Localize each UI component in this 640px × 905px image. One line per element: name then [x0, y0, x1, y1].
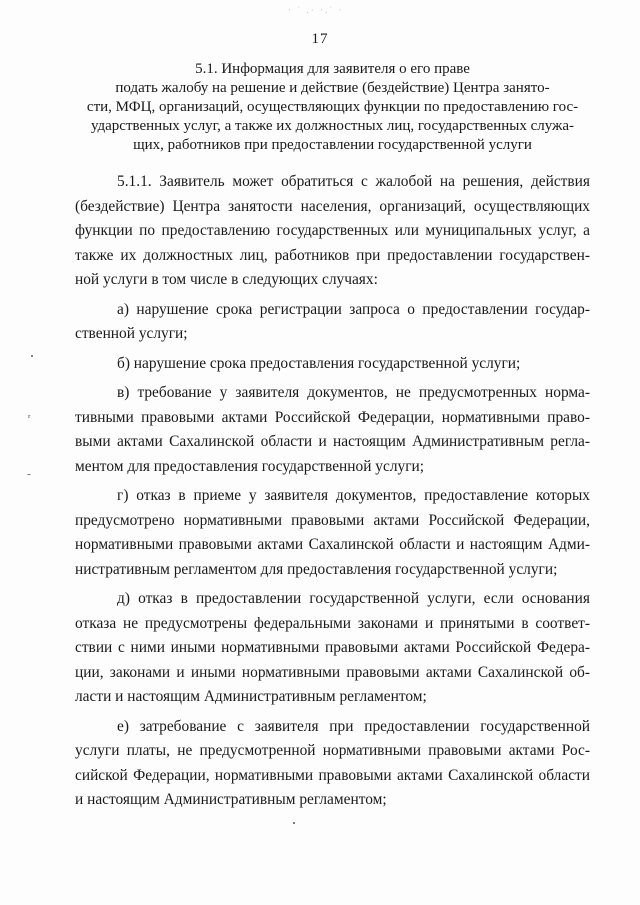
section-title-line: подать жалобу на решение и действие (бездействие) Центра занято-: [115, 80, 550, 96]
section-title-line: 5.1. Информация для заявителя о его праве: [195, 61, 470, 77]
paragraph-item-v: [75, 381, 590, 479]
scan-dot-mark: [31, 355, 33, 357]
paragraph-item-e: [75, 715, 590, 813]
section-title-line: ударственных услуг, а также их должностных лиц, государственных служа-: [90, 118, 575, 134]
text-line: выми актами Сахалинской области и настоящим Административным регла-: [75, 433, 590, 450]
text-line: нистративным регламентом для предоставления государственной услуги;: [75, 560, 558, 578]
section-title-line: сти, МФЦ, организаций, осуществляющих функции по предоставлению гос-: [86, 99, 579, 115]
paragraph-item-d: [75, 587, 590, 710]
text-line: е) затребование с заявителя при предоставлении государственной: [117, 717, 590, 735]
paragraph-item-g: [75, 484, 590, 582]
text-line: функции по предоставлению государственных или муниципальных услуг, а: [75, 222, 590, 239]
text-line: ной услуги в том числе в следующих случаях:: [75, 271, 378, 288]
section-title-line: щих, работников при предоставлении государственной услуги: [133, 137, 532, 153]
text-line: ствии с ними иными нормативными правовыми актами Российской Федера-: [75, 639, 590, 656]
page-number: 17: [311, 31, 329, 47]
text-line: ственной услуги;: [75, 325, 188, 342]
text-line: и настоящим Административным регламентом;: [75, 791, 387, 808]
text-line: г) отказ в приеме у заявителя документов, предоставление которых: [117, 487, 590, 504]
text-line: нормативными правовыми актами Сахалинской области и настоящим Адми-: [75, 536, 590, 553]
text-line: услуги платы, не предусмотренной нормативными правовыми актами Рос-: [75, 742, 590, 759]
paragraph-item-a: [75, 298, 590, 347]
text-line: ции, законами и иными нормативными правовыми актами Сахалинской об-: [75, 663, 590, 681]
text-line: предусмотрено нормативными правовыми актами Российской Федерации,: [75, 511, 590, 529]
text-line: д) отказ в предоставлении государственной услуги, если основания: [117, 590, 590, 607]
scan-artifact: · ˙ .· ·.˙ ·: [288, 5, 344, 15]
text-line: ласти и настоящим Административным регламентом;: [75, 688, 427, 705]
scan-dot-mark: [293, 822, 295, 824]
text-line: отказа не предусмотрены федеральными законами и принятыми в соответ-: [75, 614, 590, 632]
section-title: [75, 60, 590, 155]
text-line: тивными правовыми актами Российской Федерации, нормативными право-: [75, 408, 590, 426]
text-line: б) нарушение срока предоставления государственной услуги;: [117, 354, 521, 372]
text-line: 5.1.1. Заявитель может обратиться с жалобой на решения, действия: [117, 173, 590, 190]
paragraph-item-b: [75, 352, 590, 377]
text-line: (бездействие) Центра занятости населения, организаций, осуществляющих: [75, 197, 590, 215]
scan-margin-mark: ʳ: [28, 412, 31, 424]
body-text: [75, 170, 590, 813]
paragraph-5-1-1: [75, 170, 590, 293]
text-line: ментом для предоставления государственной услуги;: [75, 457, 425, 475]
text-line: сийской Федерации, нормативными правовыми актами Сахалинской области: [75, 766, 590, 784]
text-line: в) требование у заявителя документов, не предусмотренных норма-: [117, 384, 590, 401]
text-line: также их должностных лиц, работников при предоставлении государствен-: [75, 246, 590, 264]
scan-margin-mark: ˜: [27, 472, 31, 484]
text-line: а) нарушение срока регистрации запроса о предоставлении государ-: [117, 300, 590, 318]
